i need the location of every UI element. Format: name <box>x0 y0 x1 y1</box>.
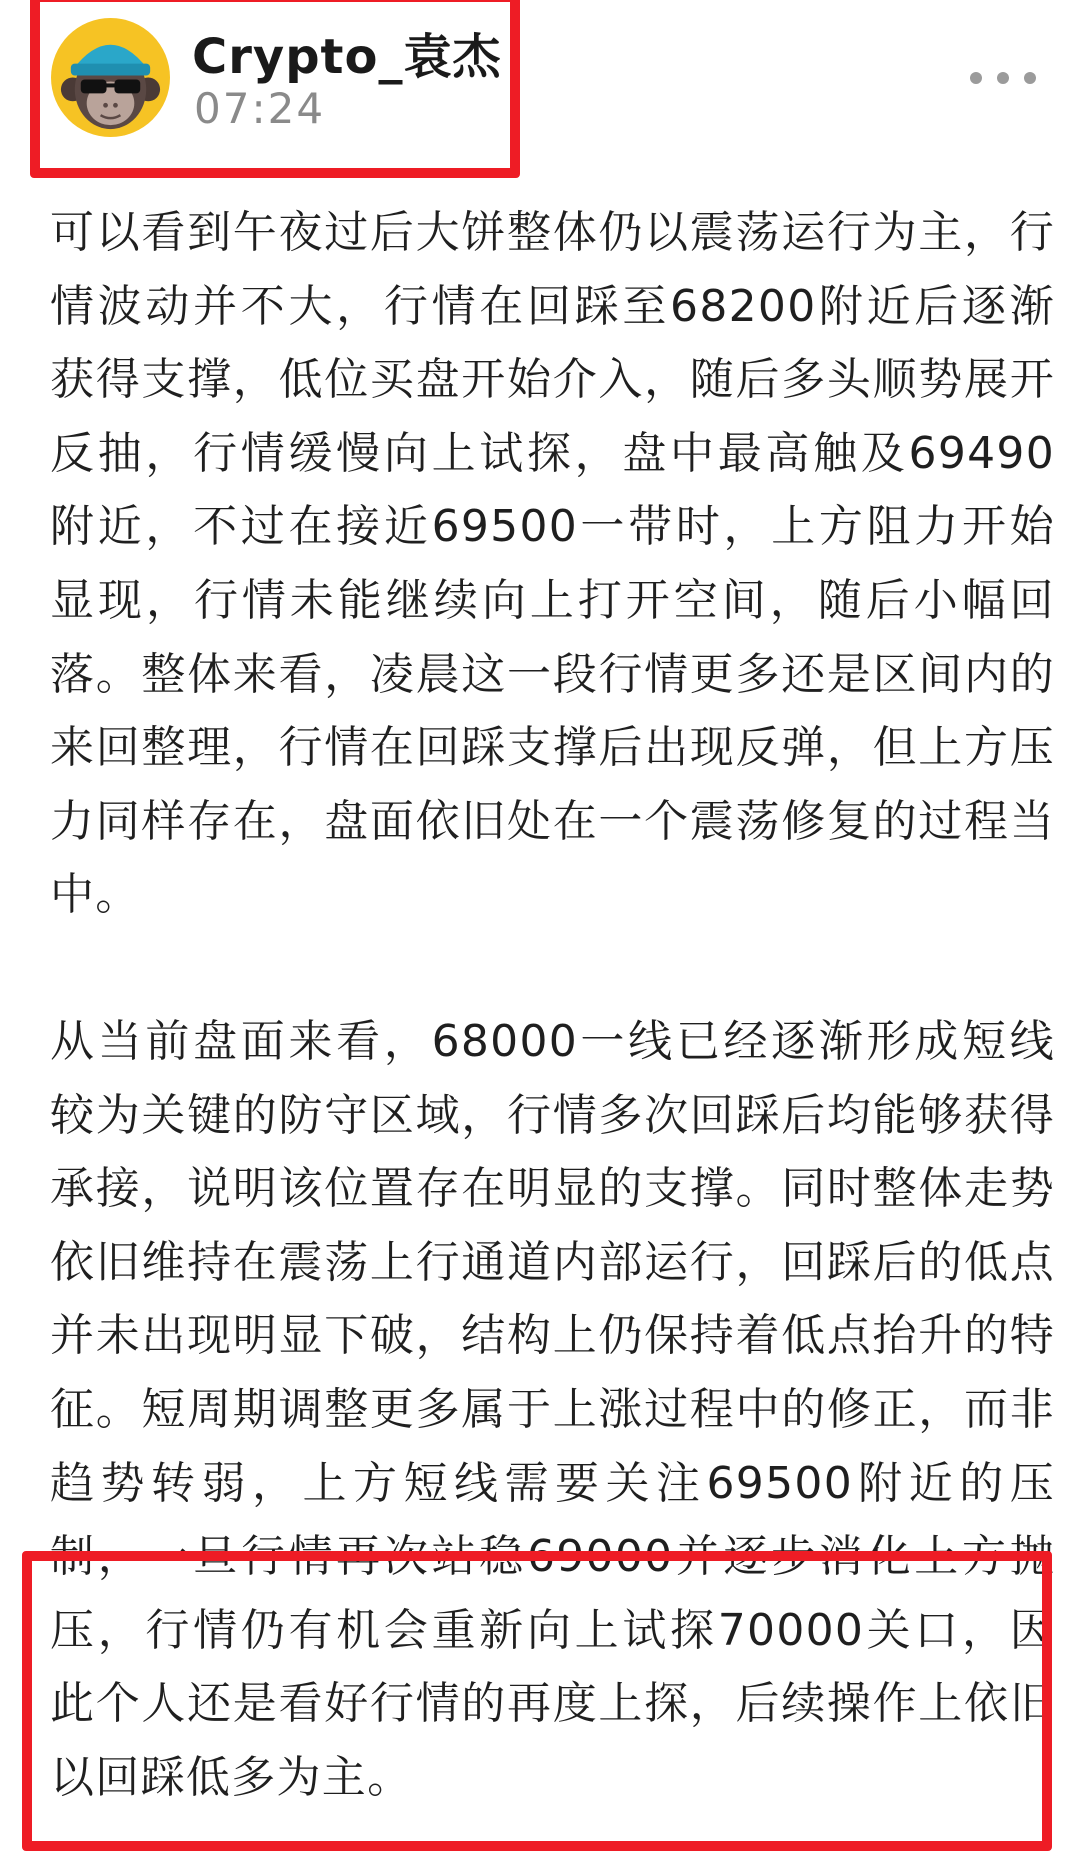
post-header <box>0 0 1080 175</box>
post-paragraph: 可以看到午夜过后大饼整体仍以震荡运行为主，行情波动并不大，行情在回踩至68200附近后逐渐获得支撑，低位买盘开始介入，随后多头顺势展开反抽，行情缓慢向上试探，盘中最高触及69490附近，不过在接近69500一带时，上方阻力开始显现，行情未能继续向上打开空间，随后小幅回落。整体来看，凌晨这一段行情更多还是区间内的来回整理，行情在回踩支撑后出现反弹，但上方压力同样存在，盘面依旧处在一个震荡修复的过程当中。 <box>50 207 1055 921</box>
more-horizontal-icon <box>1024 72 1036 84</box>
more-options-button[interactable] <box>970 62 1036 94</box>
more-horizontal-icon <box>970 72 982 84</box>
avatar[interactable] <box>51 18 170 137</box>
more-horizontal-icon <box>997 72 1009 84</box>
post-body <box>50 196 1055 1814</box>
author-name[interactable]: Crypto_袁杰 <box>192 29 502 85</box>
post-time: 07:24 <box>194 84 326 133</box>
post-paragraph: 从当前盘面来看，68000一线已经逐渐形成短线较为关键的防守区域，行情多次回踩后均能够获得承接，说明该位置存在明显的支撑。同时整体走势依旧维持在震荡上行通道内部运行，回踩后的低点并未出现明显下破，结构上仍保持着低点抬升的特征。短周期调整更多属于上涨过程中的修正，而非趋势转弱，上方短线需要关注69500附近的压制，一旦行情再次站稳69000并逐步消化上方抛压，行情仍有机会重新向上试探70000关口，因此个人还是看好行情的再度上探，后续操作上依旧以回踩低多为主。 <box>50 1015 1055 1803</box>
ape-avatar-icon <box>51 18 170 137</box>
